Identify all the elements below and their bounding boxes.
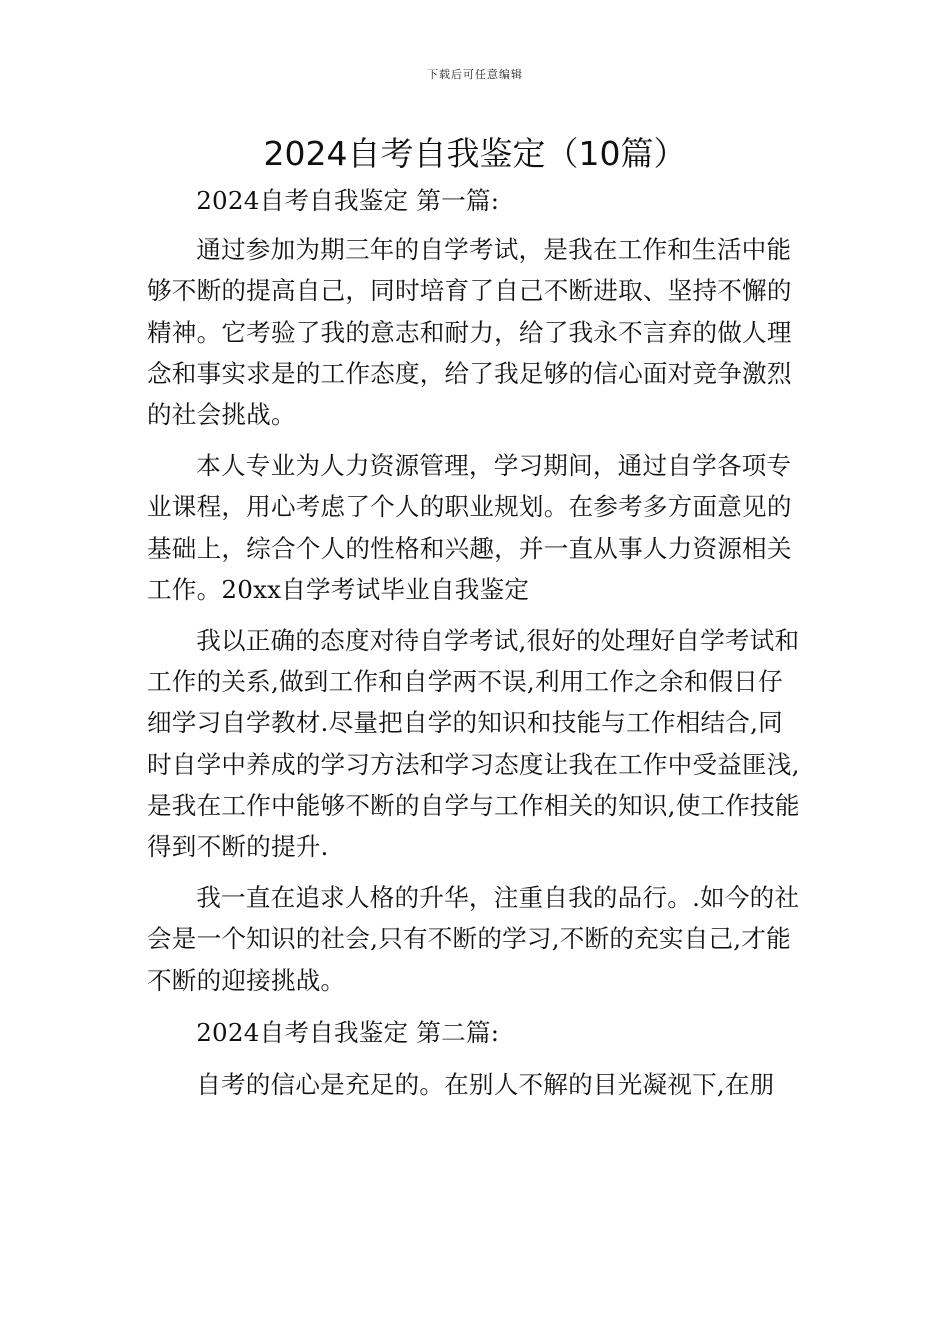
section-2-paragraph-1: 自考的信心是充足的。在别人不解的目光凝视下,在朋 — [196, 1070, 775, 1100]
section-heading-1: 2024自考自我鉴定 第一篇: — [196, 186, 500, 215]
document-body — [147, 180, 807, 1115]
document-title: 2024自考自我鉴定（10篇） — [263, 134, 687, 173]
section-1-paragraph-4: 我一直在追求人格的升华，注重自我的品行。.如今的社会是一个知识的社会,只有不断的学习,不断的充实自己,才能不断的迎接挑战。 — [147, 883, 800, 995]
header-note: 下载后可任意编辑 — [427, 68, 523, 81]
section-1-paragraph-1: 通过参加为期三年的自学考试，是我在工作和生活中能够不断的提高自己，同时培育了自己不断进取、坚持不懈的精神。它考验了我的意志和耐力，给了我永不言弃的做人理念和事实求是的工作态度，给了我足够的信心面对竞争激烈的社会挑战。 — [147, 235, 792, 430]
section-1-paragraph-2: 本人专业为人力资源管理，学习期间，通过自学各项专业课程，用心考虑了个人的职业规划。在参考多方面意见的基础上，综合个人的性格和兴趣，并一直从事人力资源相关工作。20xx自学考试毕业自我鉴定 — [147, 451, 792, 604]
section-1-paragraph-3: 我以正确的态度对待自学考试,很好的处理好自学考试和工作的关系,做到工作和自学两不误,利用工作之余和假日仔细学习自学教材.尽量把自学的知识和技能与工作相结合,同时自学中养成的学习方法和学习态度让我在工作中受益匪浅,是我在工作中能够不断的自学与工作相关的知识,使工作技能得到不断的提升. — [147, 626, 800, 862]
section-heading-2: 2024自考自我鉴定 第二篇: — [196, 1017, 500, 1047]
